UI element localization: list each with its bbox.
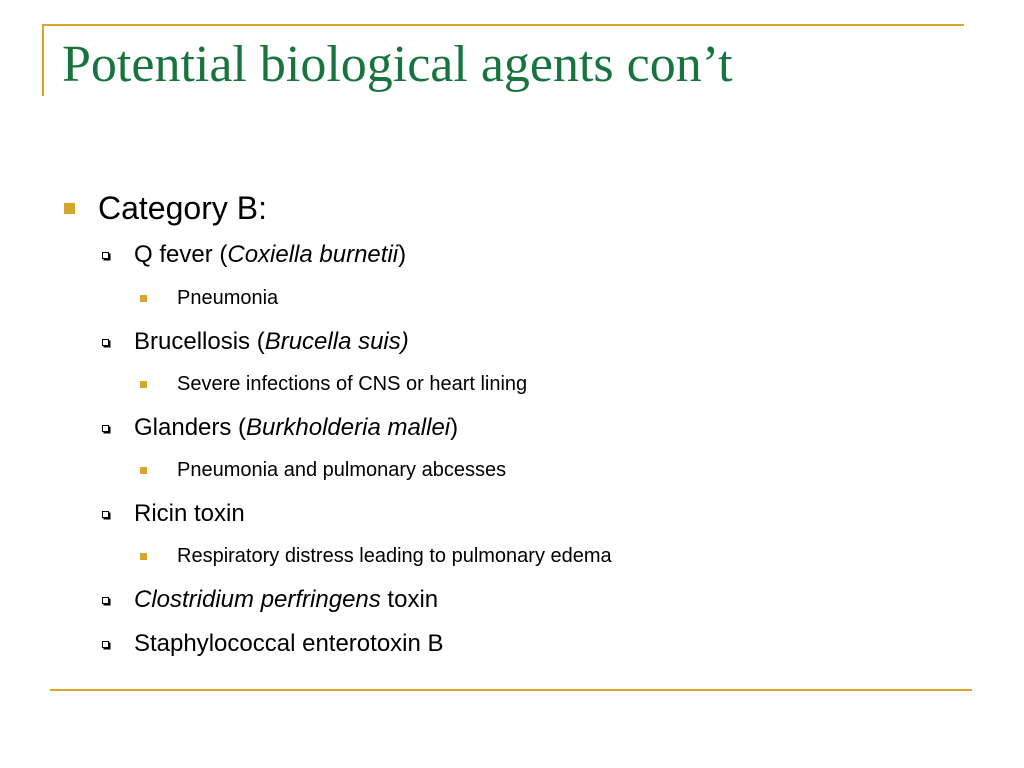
- hollow-square-bullet-icon: [102, 339, 109, 346]
- sub-item-text: Pneumonia and pulmonary abcesses: [177, 459, 507, 481]
- hollow-square-bullet-icon: [102, 252, 109, 259]
- category-label: Category B:: [98, 190, 267, 226]
- item-suffix: toxin: [380, 586, 439, 613]
- item-organism: Clostridium perfringens: [134, 586, 381, 613]
- sub-item-glanders: [140, 459, 506, 482]
- item-prefix: Brucellosis (: [134, 328, 265, 355]
- item-prefix: Glanders (: [134, 414, 247, 441]
- item-suffix: ): [450, 414, 459, 441]
- sub-item-text: Severe infections of CNS or heart lining: [177, 373, 528, 395]
- square-bullet-icon: [140, 381, 147, 388]
- sub-item-q-fever: [140, 287, 278, 310]
- slide-title: Potential biological agents con’t: [62, 36, 733, 93]
- category-item: [64, 190, 267, 227]
- hollow-square-bullet-icon: [102, 511, 109, 518]
- list-item-glanders: [102, 414, 458, 442]
- square-bullet-icon: [64, 203, 75, 214]
- list-item-clostridium: [102, 586, 438, 614]
- sub-item-brucellosis: [140, 373, 527, 396]
- hollow-square-bullet-icon: [102, 641, 109, 648]
- item-organism: Coxiella burnetii: [227, 241, 399, 268]
- list-item-ricin: [102, 500, 245, 528]
- sub-item-text: Respiratory distress leading to pulmonary edema: [177, 545, 612, 567]
- item-prefix: Q fever (: [134, 241, 228, 268]
- sub-item-ricin: [140, 545, 612, 568]
- item-prefix: Ricin toxin: [134, 500, 245, 527]
- square-bullet-icon: [140, 467, 147, 474]
- list-item-staphylococcal: [102, 630, 444, 658]
- square-bullet-icon: [140, 553, 147, 560]
- item-prefix: Staphylococcal enterotoxin B: [134, 630, 444, 657]
- square-bullet-icon: [140, 295, 147, 302]
- item-organism: Brucella suis): [264, 328, 409, 355]
- item-organism: Burkholderia mallei: [246, 414, 451, 441]
- item-suffix: ): [398, 241, 407, 268]
- list-item-brucellosis: [102, 328, 409, 356]
- hollow-square-bullet-icon: [102, 597, 109, 604]
- sub-item-text: Pneumonia: [177, 287, 279, 309]
- list-item-q-fever: [102, 241, 406, 269]
- hollow-square-bullet-icon: [102, 425, 109, 432]
